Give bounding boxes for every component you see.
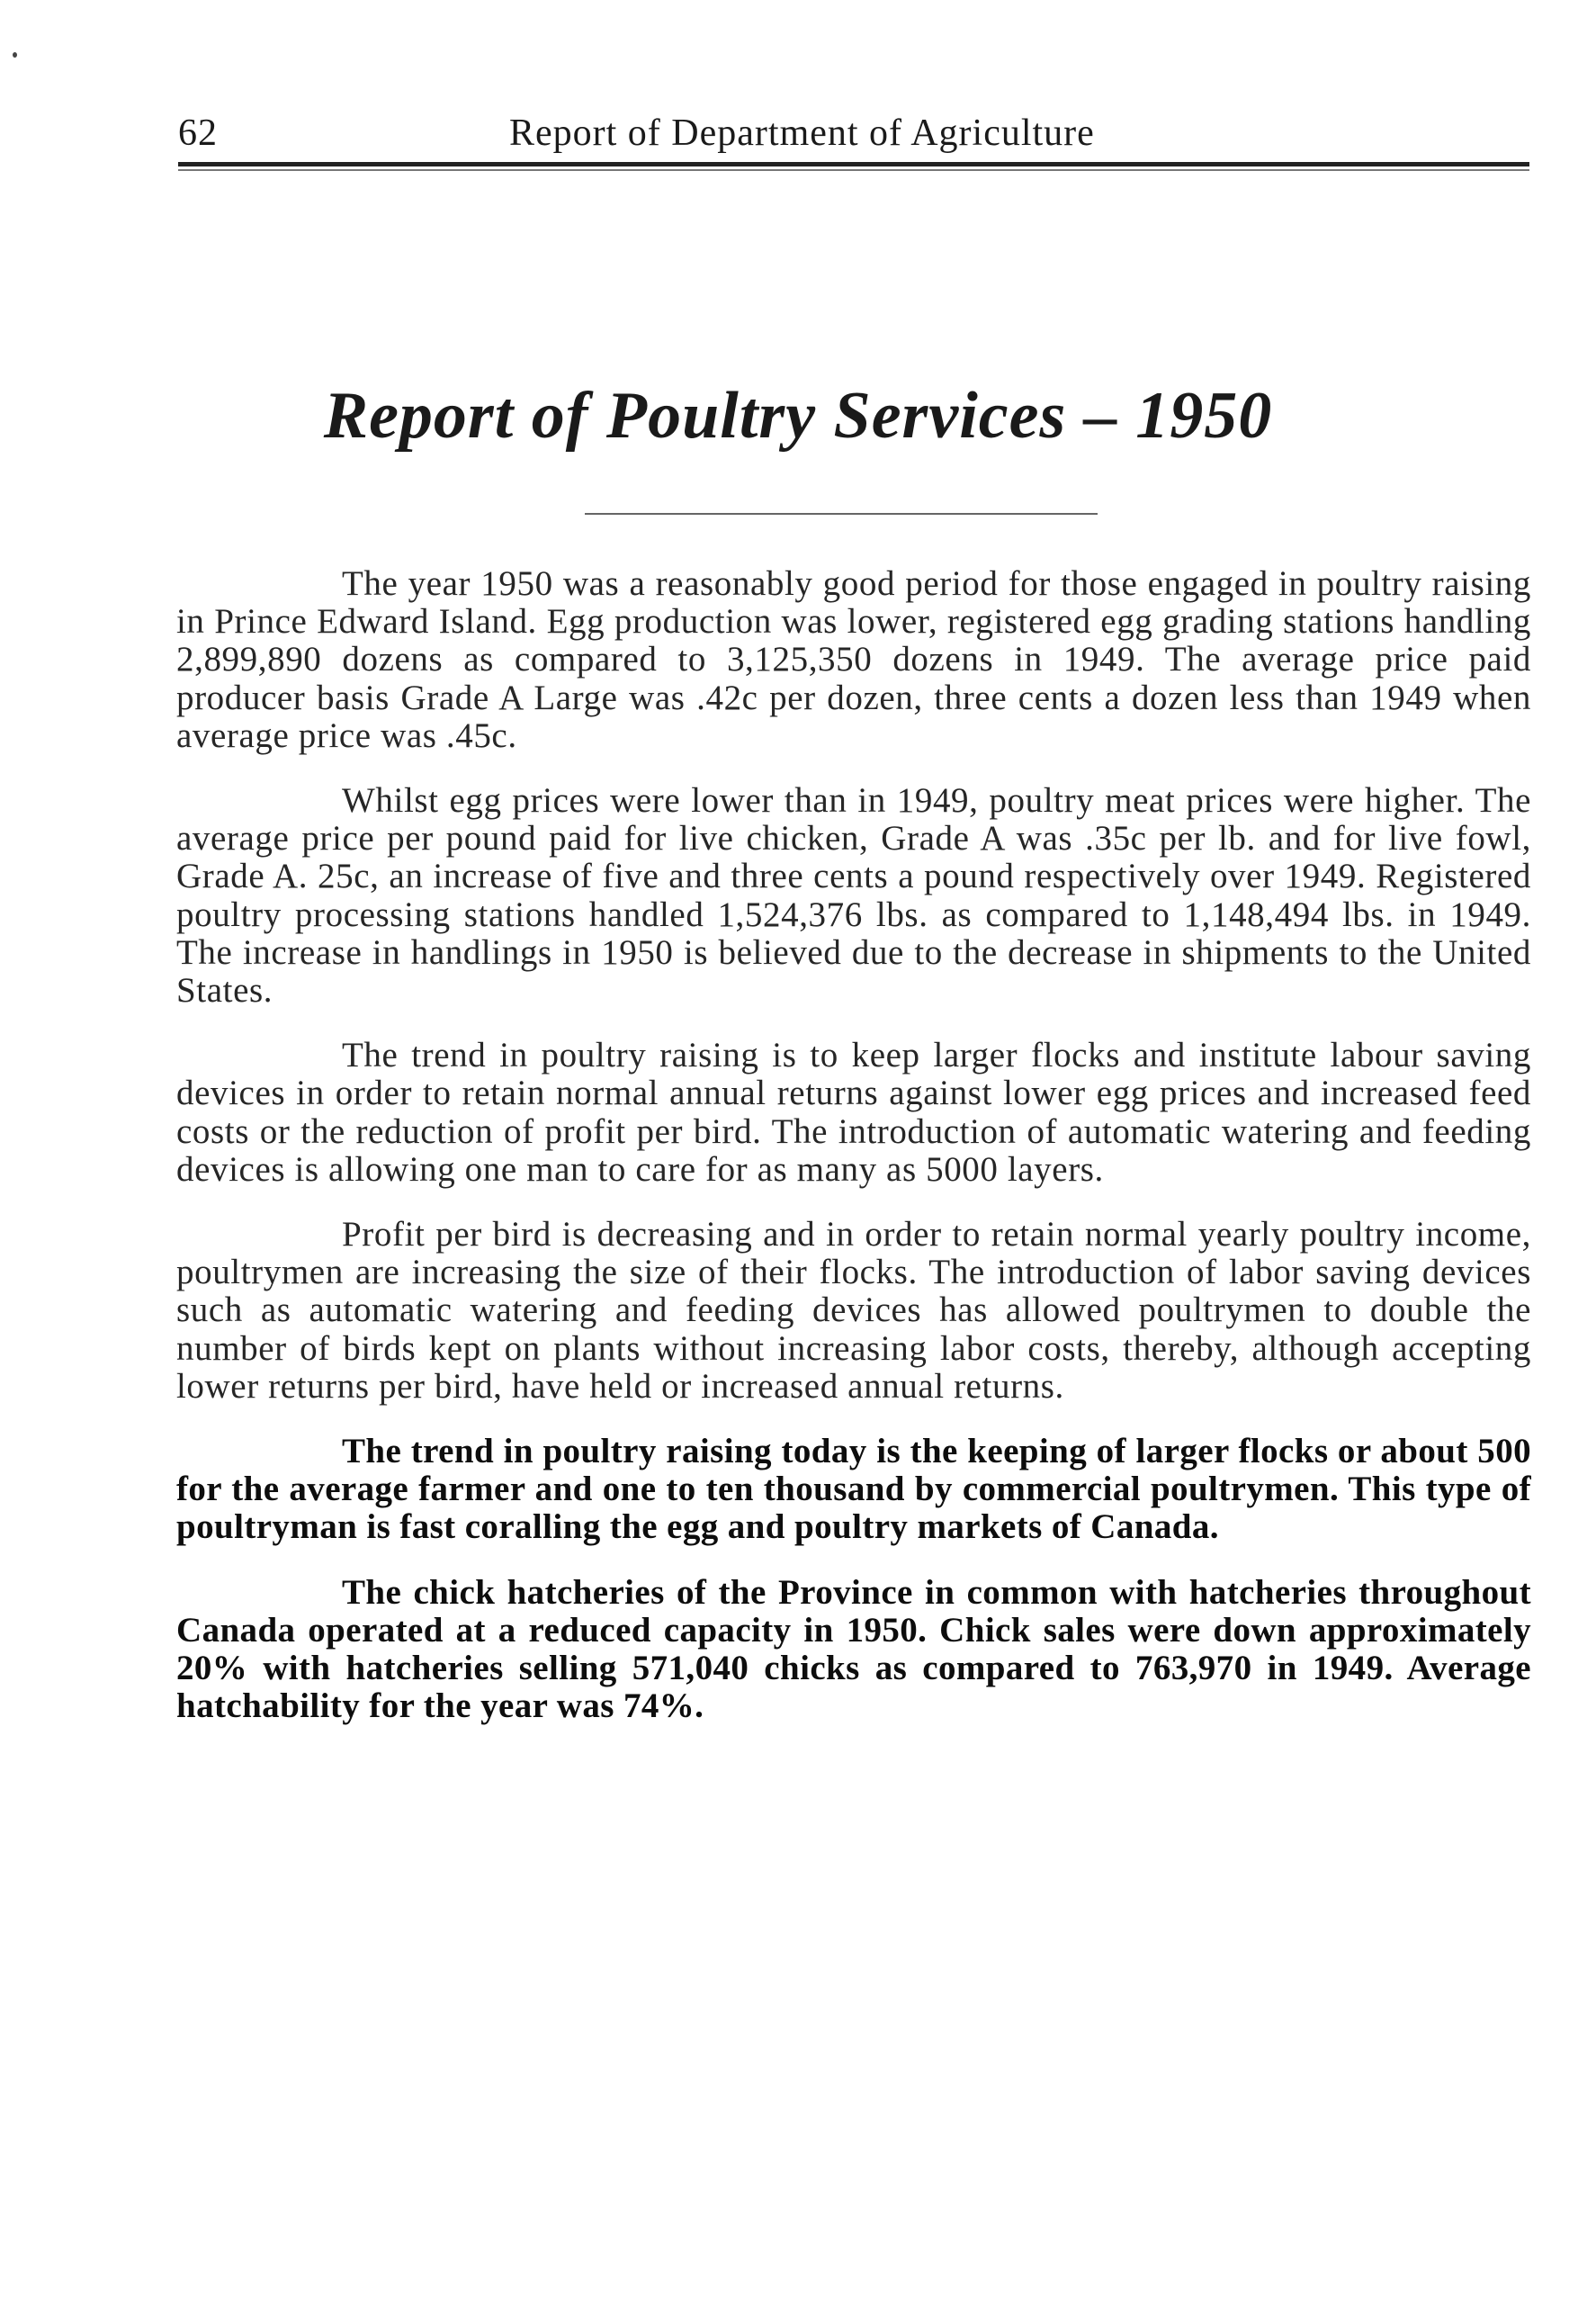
scan-speck bbox=[13, 52, 17, 58]
running-header bbox=[178, 108, 1529, 162]
title-divider bbox=[585, 513, 1098, 515]
report-body bbox=[176, 565, 1531, 1752]
paragraph-hatcheries: The chick hatcheries of the Province in common with hatcheries throughout Canada operated at a reduced capacity in 1950. Chick sales were down approximately 20% with hatcheries selling 571,040 chicks as compared to 763,970 in 1949. Average hatchability for the year was 74%. bbox=[176, 1572, 1531, 1726]
paragraph-flock-size: The trend in poultry raising today is the keeping of larger flocks or about 500 for the average farmer and one to ten thousand by commercial poultrymen. This type of poultryman is fast coralling the egg and poultry markets of Canada. bbox=[176, 1432, 1531, 1547]
page-number: 62 bbox=[178, 112, 218, 154]
paragraph-labour-devices: The trend in poultry raising is to keep larger flocks and institute labour saving devices in order to retain normal annual returns against lower egg prices and increased feed costs or the reduction of profit per bird. The introduction of automatic watering and feeding devices is allowing one man to care for as many as 5000 layers. bbox=[176, 1036, 1531, 1189]
paragraph-profit-per-bird: Profit per bird is decreasing and in order to retain normal yearly poultry income, poultrymen are increasing the size of their flocks. The introduction of labor saving devices such as automatic watering and feeding devices has allowed poultrymen to double the number of birds kept on plants without increasing labor costs, thereby, although accepting lower returns per bird, have held or increased annual returns. bbox=[176, 1215, 1531, 1406]
paragraph-meat-prices: Whilst egg prices were lower than in 1949, poultry meat prices were higher. The average price per pound paid for live chicken, Grade A was .35c per lb. and for live fowl, Grade A. 25c, an increase of five and three cents a pound respectively over 1949. Registered poultry processing stations handled 1,524,376 lbs. as compared to 1,148,494 lbs. in 1949. The increase in handlings in 1950 is believed due to the decrease in shipments to the United States. bbox=[176, 781, 1531, 1011]
paragraph-egg-production: The year 1950 was a reasonably good period for those engaged in poultry raising in Prince Edward Island. Egg production was lower, registered egg grading stations handling 2,899,890 dozens as compared to 3,125,350 dozens in 1949. The average price paid producer basis Grade A Large was .42c per dozen, three cents a dozen less than 1949 when average price was .45c. bbox=[176, 564, 1531, 755]
report-title: Report of Poultry Services – 1950 bbox=[323, 379, 1273, 453]
running-title: Report of Department of Agriculture bbox=[509, 112, 1095, 154]
header-rule bbox=[178, 162, 1529, 166]
header-rule-thin bbox=[178, 169, 1529, 171]
